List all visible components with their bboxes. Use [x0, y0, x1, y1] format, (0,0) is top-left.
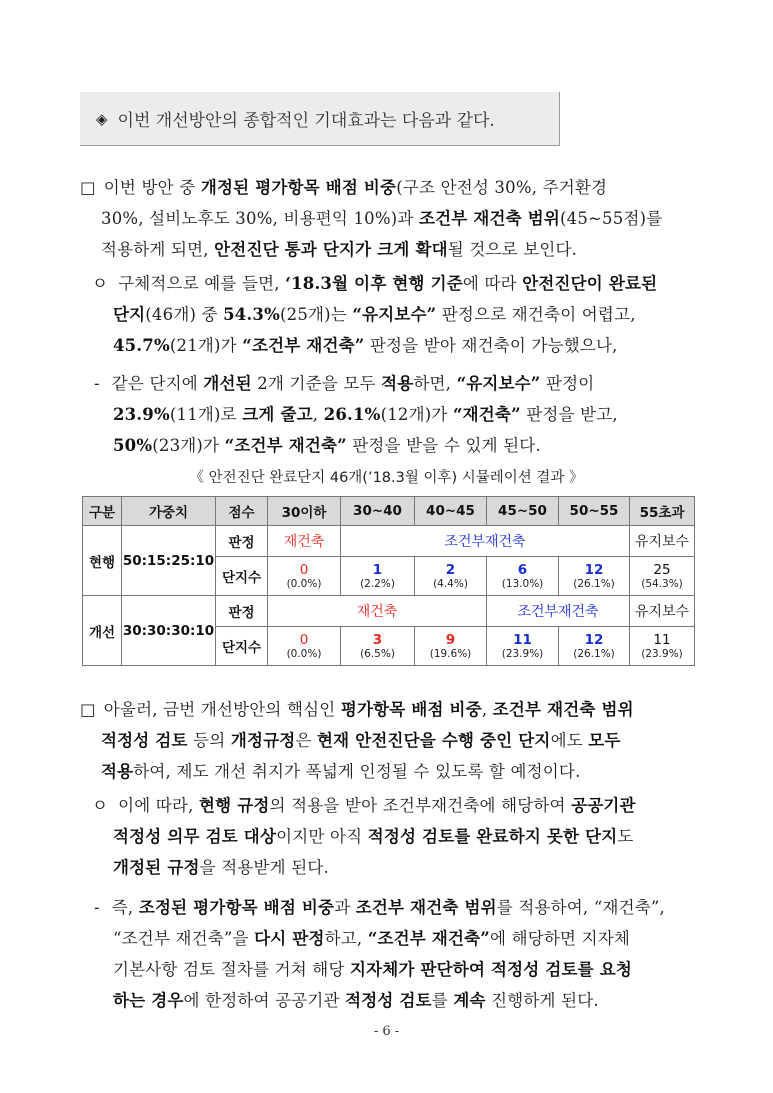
count-cell [630, 557, 695, 596]
line [92, 330, 657, 361]
header-cell: 30~40 [341, 497, 415, 526]
text-bold: 현행 규정 [199, 796, 270, 815]
text-bold: 하는 경우 [113, 991, 184, 1010]
text-bold: 개정된 평가항목 배점 비중 [200, 178, 397, 197]
line [94, 399, 618, 430]
text-bold: 지자체가 판단하여 적정성 검토를 요청 [350, 960, 633, 979]
line [92, 268, 657, 299]
text-bold: 안전진단 통과 단지가 크게 확대 [214, 240, 448, 259]
text-bold: 현재 안전진단을 수행 중인 단지 [316, 731, 551, 750]
line [94, 954, 665, 985]
text-bold: 공공기관 [571, 796, 636, 815]
text: 에도 [550, 731, 589, 750]
count-value: 1 [372, 561, 383, 578]
text-bold: 적정성 검토 [101, 731, 188, 750]
paragraph-1 [80, 172, 662, 265]
count-cell [341, 627, 415, 666]
header-cell: 가중치 [122, 497, 216, 526]
text: (25개)는 [280, 305, 353, 324]
count-percent: (26.1%) [573, 647, 615, 660]
judge-cell: 유지보수 [630, 596, 695, 627]
paragraph-4 [80, 694, 634, 787]
count-percent: (0.0%) [286, 647, 322, 660]
paragraph-2 [92, 268, 657, 361]
judge-cell: 재건축 [268, 596, 487, 627]
count-percent: (26.1%) [573, 577, 615, 590]
table-caption: 《 안전진단 완료단지 46개(’18.3월 이후) 시뮬레이션 결과 》 [189, 470, 584, 486]
text: 과 [334, 898, 356, 917]
text-bold: “유지보수” [352, 305, 437, 324]
dash-bullet-icon: - [94, 374, 100, 393]
count-percent: (54.3%) [641, 577, 683, 590]
text-bold: 조건부 재건축 범위 [492, 700, 634, 719]
text-bold: 개정규정 [230, 731, 296, 750]
line [80, 234, 662, 265]
judge-label: 판정 [216, 526, 268, 557]
count-cell [559, 557, 630, 596]
text-bold: 23.9% [113, 405, 170, 424]
group-current: 현행 [83, 526, 122, 596]
line [92, 852, 636, 883]
text-bold: 45.7% [113, 336, 170, 355]
count-cell [415, 557, 487, 596]
text: 아울러, 금번 개선방안의 핵심인 [103, 700, 341, 719]
text: 같은 단지에 [111, 374, 204, 393]
text: 에 한정하여 공공기관 [183, 991, 346, 1010]
line [80, 203, 662, 234]
text-bold: “유지보수” [456, 374, 541, 393]
count-cell [559, 627, 630, 666]
text: 하여, 제도 개선 취지가 폭넓게 인정될 수 있도록 할 예정이다. [133, 762, 581, 781]
text: 등의 [187, 731, 231, 750]
dash-bullet-icon: - [94, 898, 100, 917]
text-bold: “조건부 재건축” [224, 436, 347, 455]
text: 에 따라 [462, 274, 523, 293]
text: 도 [617, 827, 634, 846]
text: 를 적용하여, “재건축”, [496, 898, 665, 917]
count-value: 0 [299, 631, 309, 648]
count-cell [487, 627, 559, 666]
text: (23개)가 [152, 436, 225, 455]
text: 이에 따라, [118, 796, 200, 815]
text: 은 [295, 731, 317, 750]
count-cell [268, 627, 341, 666]
text: (45~55점)를 [559, 209, 663, 228]
text: 를 [431, 991, 454, 1010]
count-percent: (6.5%) [360, 647, 395, 660]
line [92, 821, 636, 852]
text: 이번 방안 중 [103, 178, 201, 197]
text-bold: 계속 [453, 991, 486, 1010]
text: 구체적으로 예를 들면, [118, 274, 286, 293]
text: (구조 안전성 30%, 주거환경 [396, 178, 608, 197]
line [80, 694, 634, 725]
count-label: 단지수 [216, 627, 268, 666]
weights-improved: 30:30:30:10 [122, 596, 216, 666]
text-bold: 평가항목 배점 비중 [340, 700, 482, 719]
header-cell: 50~55 [559, 497, 630, 526]
text-bold: “재건축” [452, 405, 521, 424]
text: (11개)로 [169, 405, 243, 424]
text: , [481, 700, 493, 719]
text: 판정으로 재건축이 어렵고, [436, 305, 636, 324]
line [92, 790, 636, 821]
count-value: 6 [517, 561, 528, 578]
line [80, 172, 662, 203]
text-bold: “조건부 재건축” [242, 336, 365, 355]
count-value: 12 [584, 561, 604, 578]
text-bold: 적용 [381, 374, 414, 393]
circle-bullet-icon: ㅇ [92, 274, 109, 293]
count-cell [630, 627, 695, 666]
count-value: 0 [299, 561, 309, 578]
paragraph-3 [94, 368, 618, 461]
text-bold: 다시 판정 [254, 929, 325, 948]
text-bold: 단지 [113, 305, 146, 324]
text: 2개 기준을 모두 [251, 374, 382, 393]
count-value: 12 [584, 631, 604, 648]
checkbox-bullet-icon: □ [80, 700, 96, 719]
text-bold: 적정성 검토 [345, 991, 432, 1010]
text-bold: 개선된 [203, 374, 252, 393]
line [94, 892, 665, 923]
text-bold: 적정성 검토를 완료하지 못한 단지 [367, 827, 618, 846]
paragraph-5 [92, 790, 636, 883]
line [94, 368, 618, 399]
text-bold: 모두 [588, 731, 621, 750]
text: 이지만 아직 [276, 827, 368, 846]
text: 즉, [111, 898, 139, 917]
text: (21개)가 [169, 336, 243, 355]
count-percent: (19.6%) [429, 647, 472, 660]
text-bold: 26.1% [323, 405, 381, 424]
judge-cell: 조건부재건축 [487, 596, 630, 627]
line [80, 725, 634, 756]
text-bold: ‘18.3월 이후 현행 기준 [285, 274, 463, 293]
text: 될 것으로 보인다. [447, 240, 578, 259]
line [94, 985, 665, 1016]
checkbox-bullet-icon: □ [80, 178, 96, 197]
count-value: 2 [445, 561, 456, 578]
text: 을 적용받게 된다. [199, 858, 329, 877]
paragraph-6 [94, 892, 665, 1016]
text-bold: 50% [113, 436, 153, 455]
summary-banner [80, 92, 560, 146]
count-percent: (23.9%) [501, 647, 544, 660]
text: 판정을 받을 수 있게 된다. [346, 436, 541, 455]
count-value: 25 [653, 561, 671, 578]
line [92, 299, 657, 330]
text-bold: 조건부 재건축 범위 [418, 209, 560, 228]
table-header-row [83, 497, 695, 526]
count-cell [487, 557, 559, 596]
header-cell: 30이하 [268, 497, 341, 526]
text: 적용하게 되면, [101, 240, 215, 259]
text-bold: 안전진단이 완료된 [522, 274, 658, 293]
count-percent: (4.4%) [433, 577, 468, 590]
text-bold: 조정된 평가항목 배점 비중 [138, 898, 335, 917]
simulation-table [82, 496, 695, 666]
text-bold: 개정된 규정 [113, 858, 200, 877]
table-row [83, 526, 695, 557]
count-label: 단지수 [216, 557, 268, 596]
circle-bullet-icon: ㅇ [92, 796, 109, 815]
text-bold: “조건부 재건축” [367, 929, 490, 948]
group-improved: 개선 [83, 596, 122, 666]
header-cell: 40~45 [415, 497, 487, 526]
count-percent: (2.2%) [360, 577, 395, 590]
page-number: - 6 - [373, 1024, 400, 1039]
header-cell: 점수 [216, 497, 268, 526]
count-cell [268, 557, 341, 596]
count-value: 3 [372, 631, 383, 648]
table-row [83, 596, 695, 627]
text: 진행하게 된다. [485, 991, 599, 1010]
line [94, 430, 618, 461]
count-percent: (0.0%) [286, 577, 322, 590]
text: 에 해당하면 지자체 [490, 929, 631, 948]
text-bold: 크게 줄고 [242, 405, 313, 424]
count-percent: (13.0%) [501, 577, 544, 590]
text: (12개)가 [380, 405, 453, 424]
text-bold: 조건부 재건축 범위 [355, 898, 497, 917]
text: 판정을 받아 재건축이 가능했으나, [364, 336, 618, 355]
banner-text: 이번 개선방안의 종합적인 기대효과는 다음과 같다. [117, 111, 495, 131]
text: (46개) 중 [145, 305, 224, 324]
text: 판정이 [540, 374, 595, 393]
text: 의 적용을 받아 조건부재건축에 해당하여 [269, 796, 572, 815]
text: 하면, [413, 374, 457, 393]
count-cell [341, 557, 415, 596]
text-bold: 54.3% [223, 305, 280, 324]
header-cell: 구분 [83, 497, 122, 526]
text: 30%, 설비노후도 30%, 비용편익 10%)과 [101, 209, 419, 228]
weights-current: 50:15:25:10 [122, 526, 216, 596]
count-value: 9 [445, 631, 456, 648]
diamond-bullet-icon: ◈ [96, 109, 108, 128]
count-value: 11 [653, 631, 671, 648]
text: “조건부 재건축”을 [113, 929, 255, 948]
judge-label: 판정 [216, 596, 268, 627]
line [94, 923, 665, 954]
count-cell [415, 627, 487, 666]
count-value: 11 [513, 631, 532, 648]
count-percent: (23.9%) [641, 647, 683, 660]
line [80, 756, 634, 787]
judge-cell: 유지보수 [630, 526, 695, 557]
text-bold: 적용 [101, 762, 134, 781]
text: , [312, 405, 324, 424]
text: 기본사항 검토 절차를 거쳐 해당 [113, 960, 351, 979]
text-bold: 적정성 의무 검토 대상 [113, 827, 277, 846]
judge-cell: 재건축 [268, 526, 341, 557]
header-cell: 45~50 [487, 497, 559, 526]
header-cell: 55초과 [630, 497, 695, 526]
judge-cell: 조건부재건축 [341, 526, 630, 557]
text: 판정을 받고, [520, 405, 618, 424]
text: 하고, [324, 929, 368, 948]
